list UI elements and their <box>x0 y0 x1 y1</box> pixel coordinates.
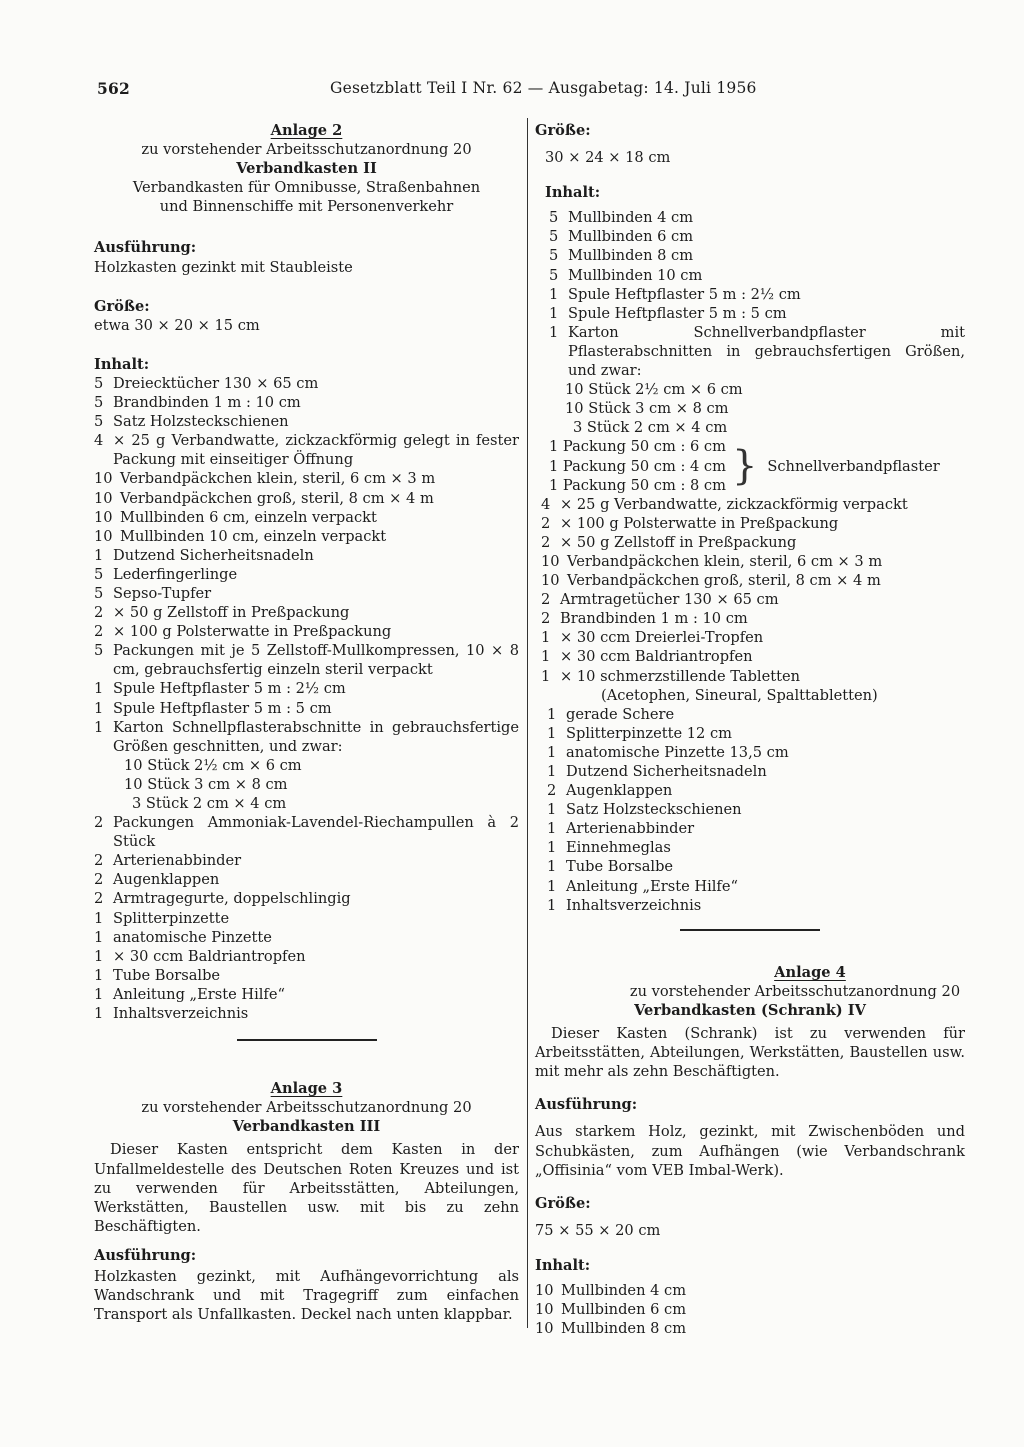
packungen-lines <box>549 437 726 494</box>
item-quantity: 1 <box>549 323 559 341</box>
item-quantity: 1 <box>94 718 104 736</box>
item-text: Spule Heftpflaster 5 m : 2½ cm <box>113 680 346 698</box>
item-quantity: 1 <box>547 801 557 819</box>
list-item <box>547 877 965 896</box>
list-item <box>547 819 965 838</box>
item-quantity: 1 <box>541 629 551 647</box>
list-item <box>541 533 965 552</box>
list-item <box>541 514 965 533</box>
item-quantity: 2 <box>541 591 551 609</box>
item-quantity: 1 <box>547 839 557 857</box>
item-quantity: 5 <box>94 565 104 583</box>
list-item <box>94 527 519 546</box>
list-item <box>541 628 965 647</box>
item-text: × 30 ccm Baldriantropfen <box>113 947 306 965</box>
anlage-3-continued <box>535 121 965 915</box>
list-item <box>94 718 519 756</box>
item-quantity: 4 <box>541 495 551 513</box>
anlage-4-groesse-label: Größe: <box>535 1194 591 1212</box>
item-quantity: 1 <box>549 285 559 303</box>
item-text: Packungen Ammoniak-Lavendel-Riechampullen à 2 Stück <box>113 814 519 851</box>
anlage-2-ausfuehrung-label: Ausführung: <box>94 239 197 257</box>
item-text: Spule Heftpflaster 5 m : 5 cm <box>568 304 787 322</box>
list-item <box>535 1300 965 1319</box>
item-quantity: 10 <box>94 508 113 526</box>
list-item <box>541 609 965 628</box>
item-text: Satz Holzsteckschienen <box>566 801 742 819</box>
item-quantity: 10 <box>535 1281 554 1299</box>
item-quantity: 10 <box>535 1320 554 1338</box>
list-item <box>547 781 965 800</box>
list-item <box>541 552 965 571</box>
item-text: × 10 schmerzstillende Tabletten <box>560 667 800 685</box>
item-text: × 25 g Verbandwatte, zickzackförmig gelegt in fester Packung mit einseitiger Öffnung <box>113 432 519 469</box>
anlage-4-subtitle: zu vorstehender Arbeitsschutzanordnung 20 <box>629 982 961 1000</box>
item-text: Verbandpäckchen groß, steril, 8 cm × 4 m <box>120 489 434 507</box>
anlage-2-heading: Anlage 2 <box>270 122 343 139</box>
item-quantity: 2 <box>94 814 104 832</box>
anlage-2-groesse-label: Größe: <box>94 297 150 315</box>
list-item <box>541 590 965 609</box>
item-quantity: 1 <box>94 966 104 984</box>
list-item <box>94 985 519 1004</box>
list-item <box>547 762 965 781</box>
item-quantity: 1 <box>541 648 551 666</box>
list-item <box>94 889 519 908</box>
item-quantity: 5 <box>549 247 559 265</box>
item-quantity: 1 <box>541 667 551 685</box>
item-quantity: 1 <box>547 763 557 780</box>
anlage-3-groesse: 30 × 24 × 18 cm <box>545 149 671 167</box>
packungen-label: Schnellverbandpflaster <box>767 457 940 475</box>
anlage-4-title: Verbandkasten (Schrank) IV <box>634 1001 866 1019</box>
anlage-2-item-list-2 <box>94 813 519 1023</box>
item-quantity: 2 <box>541 514 551 532</box>
anlage-3-item-list-2 <box>535 495 965 686</box>
item-text: Anleitung „Erste Hilfe“ <box>566 877 738 895</box>
item-quantity: 1 <box>94 909 104 927</box>
list-item <box>549 304 965 323</box>
list-item <box>94 966 519 985</box>
list-item <box>541 571 965 590</box>
journal-title: Gesetzblatt Teil I Nr. 62 — Ausgabetag: 14. Juli 1956 <box>330 79 757 97</box>
item-quantity: 5 <box>94 584 104 602</box>
list-item <box>94 489 519 508</box>
item-quantity: 1 <box>94 1005 104 1023</box>
list-item <box>94 928 519 947</box>
item-text: Inhaltsverzeichnis <box>566 896 702 914</box>
item-text: Splitterpinzette 12 cm <box>566 724 732 742</box>
list-item <box>547 800 965 819</box>
item-text: Verbandpäckchen klein, steril, 6 cm × 3 m <box>567 552 883 570</box>
anlage-4-ausfuehrung: Aus starkem Holz, gezinkt, mit Zwischenböden und Schubkästen, zum Aufhängen (wie Verbandschrank „Offisinia“ vom VEB Imbal-Werk). <box>535 1123 965 1179</box>
item-text: Brandbinden 1 m : 10 cm <box>560 610 748 628</box>
item-text: Spule Heftpflaster 5 m : 2½ cm <box>568 285 801 303</box>
anlage-3 <box>94 1079 519 1324</box>
list-item <box>535 1319 965 1338</box>
item-quantity: 5 <box>549 209 559 227</box>
item-text: Tube Borsalbe <box>113 966 221 984</box>
anlage-2-desc-line1: Verbandkasten für Omnibusse, Straßenbahnen <box>132 179 481 197</box>
packung-line: 1 Packung 50 cm : 4 cm <box>549 457 726 475</box>
item-text: Mullbinden 8 cm <box>568 247 694 265</box>
item-text: × 30 ccm Baldriantropfen <box>560 648 753 666</box>
list-item <box>94 584 519 603</box>
anlage-2-item-list <box>94 374 519 756</box>
item-text: Augenklappen <box>566 782 673 800</box>
item-quantity: 5 <box>94 374 104 392</box>
item-text: × 30 ccm Dreierlei-Tropfen <box>560 629 764 647</box>
item-text: anatomische Pinzette 13,5 cm <box>566 743 789 761</box>
column-divider <box>527 118 528 1328</box>
packungen-group <box>535 437 965 494</box>
list-item <box>549 266 965 285</box>
item-quantity: 2 <box>94 852 104 870</box>
list-item <box>94 508 519 527</box>
item-text: Arterienabbinder <box>566 820 695 838</box>
anlage-4-heading: Anlage 4 <box>774 963 846 981</box>
curly-brace-icon: } <box>731 443 758 490</box>
anlage-4-groesse: 75 × 55 × 20 cm <box>535 1221 661 1239</box>
item-text: Mullbinden 8 cm <box>561 1320 687 1338</box>
item-quantity: 10 <box>535 1301 554 1319</box>
item-text: Armtragetücher 130 × 65 cm <box>560 591 779 609</box>
anlage-3-subtitle: zu vorstehender Arbeitsschutzanordnung 20 <box>141 1099 472 1117</box>
item-text: × 50 g Zellstoff in Preßpackung <box>113 604 350 622</box>
anlage-2-desc-line2: und Binnenschiffe mit Personenverkehr <box>159 198 454 216</box>
left-column <box>94 121 519 1324</box>
list-item <box>94 851 519 870</box>
item-text: Mullbinden 10 cm <box>568 266 703 284</box>
list-item <box>547 724 965 743</box>
list-item <box>549 208 965 227</box>
anlage-2-ausfuehrung: Holzkasten gezinkt mit Staubleiste <box>94 258 353 276</box>
anlage-4-ausfuehrung-label: Ausführung: <box>535 1096 638 1114</box>
tabletten-note: (Acetophen, Sineural, Spalttabletten) <box>601 686 878 704</box>
item-quantity: 4 <box>94 432 104 450</box>
anlage-3-ausfuehrung-label: Ausführung: <box>94 1246 197 1264</box>
item-text: Mullbinden 10 cm, einzeln verpackt <box>120 527 387 545</box>
list-item <box>549 323 965 380</box>
item-quantity: 1 <box>547 705 557 723</box>
list-item <box>541 647 965 666</box>
list-item <box>547 838 965 857</box>
karton-size: 3 Stück 2 cm × 4 cm <box>132 795 287 812</box>
anlage-3-text: Dieser Kasten entspricht dem Kasten in der Unfallmeldestelle des Deutschen Roten Kreuzes und ist zu verwenden für Arbeitsstätten, Abteilungen, Werkstätten, Baustellen usw. mit bis zu zehn Beschäftigten. <box>94 1141 519 1235</box>
item-text: Armtragegurte, doppelschlingig <box>113 890 351 908</box>
item-quantity: 5 <box>94 642 104 660</box>
item-text: Dutzend Sicherheitsnadeln <box>566 763 767 780</box>
item-text: Mullbinden 6 cm <box>568 228 694 246</box>
item-text: Mullbinden 4 cm <box>561 1281 687 1299</box>
item-text: Sepso-Tupfer <box>113 584 212 602</box>
packung-line: 1 Packung 50 cm : 6 cm <box>549 438 726 456</box>
list-item <box>94 622 519 641</box>
item-text: Karton Schnellverbandpflaster mit Pflasterabschnitten in gebrauchsfertigen Größen, und zwar: <box>568 323 965 380</box>
item-text: Einnehmeglas <box>566 839 671 857</box>
item-text: × 25 g Verbandwatte, zickzackförmig verpackt <box>560 495 908 513</box>
list-item <box>94 1004 519 1023</box>
item-quantity: 1 <box>94 699 104 717</box>
item-quantity: 5 <box>94 413 104 431</box>
item-quantity: 1 <box>549 304 559 322</box>
list-item <box>94 813 519 851</box>
anlage-2-karton-sizes <box>94 756 519 813</box>
karton-size: 10 Stück 2½ cm × 6 cm <box>565 381 743 399</box>
item-text: Inhaltsverzeichnis <box>113 1005 249 1023</box>
item-text: Tube Borsalbe <box>566 858 674 876</box>
item-quantity: 10 <box>541 552 560 570</box>
karton-size: 10 Stück 3 cm × 8 cm <box>124 775 288 793</box>
list-item <box>94 870 519 889</box>
item-text: anatomische Pinzette <box>113 928 272 946</box>
item-text: Verbandpäckchen groß, steril, 8 cm × 4 m <box>567 572 881 590</box>
anlage-2-title: Verbandkasten II <box>236 160 377 178</box>
list-item <box>94 641 519 679</box>
item-text: Spule Heftpflaster 5 m : 5 cm <box>113 699 332 717</box>
anlage-2-subtitle: zu vorstehender Arbeitsschutzanordnung 20 <box>141 141 472 159</box>
anlage-4-item-list <box>535 1281 965 1338</box>
item-quantity: 5 <box>549 228 559 246</box>
list-item <box>541 495 965 514</box>
list-item <box>94 469 519 488</box>
list-item <box>549 246 965 265</box>
list-item <box>94 947 519 966</box>
list-item <box>547 705 965 724</box>
anlage-3-item-list-3 <box>535 705 965 915</box>
anlage-3-karton-sizes <box>535 380 965 437</box>
list-item <box>94 374 519 393</box>
list-item <box>94 699 519 718</box>
item-text: Lederfingerlinge <box>113 565 238 583</box>
item-quantity: 10 <box>94 470 113 488</box>
anlage-4-inhalt-label: Inhalt: <box>535 1256 591 1274</box>
item-text: Splitterpinzette <box>113 909 230 927</box>
item-quantity: 2 <box>541 533 551 551</box>
item-quantity: 1 <box>94 985 104 1003</box>
list-item <box>94 603 519 622</box>
item-quantity: 2 <box>547 782 557 800</box>
item-text: Satz Holzsteckschienen <box>113 413 289 431</box>
anlage-2 <box>94 121 519 1023</box>
item-quantity: 1 <box>547 820 557 838</box>
karton-size: 3 Stück 2 cm × 4 cm <box>573 419 728 437</box>
item-quantity: 1 <box>94 947 104 965</box>
section-divider <box>680 929 820 931</box>
item-quantity: 1 <box>94 928 104 946</box>
item-text: Dreiecktücher 130 × 65 cm <box>113 374 319 392</box>
item-text: Mullbinden 4 cm <box>568 209 694 227</box>
item-quantity: 10 <box>541 572 560 590</box>
item-text: Brandbinden 1 m : 10 cm <box>113 394 301 412</box>
list-item <box>94 412 519 431</box>
anlage-4-text: Dieser Kasten (Schrank) ist zu verwenden für Arbeitsstätten, Abteilungen, Werkstätten, Baustellen usw. mit mehr als zehn Beschäftigten. <box>535 1025 965 1081</box>
item-text: × 50 g Zellstoff in Preßpackung <box>560 533 797 551</box>
section-divider <box>237 1039 377 1041</box>
packung-line: 1 Packung 50 cm : 8 cm <box>549 476 726 494</box>
item-quantity: 2 <box>94 604 104 622</box>
item-text: × 100 g Polsterwatte in Preßpackung <box>560 514 839 532</box>
item-quantity: 1 <box>547 724 557 742</box>
page-number: 562 <box>97 79 130 98</box>
item-quantity: 1 <box>94 546 104 564</box>
list-item <box>547 896 965 915</box>
anlage-2-inhalt-label: Inhalt: <box>94 355 150 373</box>
list-item <box>547 857 965 876</box>
item-text: gerade Schere <box>566 705 675 723</box>
anlage-3-ausfuehrung: Holzkasten gezinkt, mit Aufhängevorrichtung als Wandschrank und mit Tragegriff zum einfachen Transport als Unfallkasten. Deckel nach unten klappbar. <box>94 1267 519 1324</box>
item-quantity: 5 <box>549 266 559 284</box>
anlage-4 <box>535 963 965 1339</box>
item-text: Dutzend Sicherheitsnadeln <box>113 546 314 564</box>
anlage-3-inhalt-label: Inhalt: <box>545 184 601 202</box>
anlage-3-heading: Anlage 3 <box>270 1080 343 1098</box>
list-item <box>94 431 519 469</box>
item-quantity: 1 <box>547 858 557 876</box>
item-text: Anleitung „Erste Hilfe“ <box>113 985 285 1003</box>
list-item <box>94 393 519 412</box>
anlage-3-title: Verbandkasten III <box>232 1118 381 1136</box>
list-item <box>94 546 519 565</box>
list-item <box>541 667 965 686</box>
karton-size: 10 Stück 3 cm × 8 cm <box>565 400 729 418</box>
list-item <box>535 1281 965 1300</box>
item-quantity: 1 <box>547 743 557 761</box>
list-item <box>547 743 965 762</box>
item-quantity: 1 <box>94 680 104 698</box>
item-quantity: 2 <box>94 623 104 641</box>
list-item <box>549 227 965 246</box>
anlage-3-item-list <box>535 208 965 380</box>
list-item <box>94 565 519 584</box>
anlage-2-groesse: etwa 30 × 20 × 15 cm <box>94 316 260 334</box>
item-text: Mullbinden 6 cm, einzeln verpackt <box>120 508 377 526</box>
item-quantity: 1 <box>547 896 557 914</box>
list-item <box>549 285 965 304</box>
item-text: × 100 g Polsterwatte in Preßpackung <box>113 623 392 641</box>
item-quantity: 10 <box>94 489 113 507</box>
right-column <box>535 121 965 1338</box>
list-item <box>94 679 519 698</box>
item-quantity: 1 <box>547 877 557 895</box>
list-item <box>94 909 519 928</box>
karton-size: 10 Stück 2½ cm × 6 cm <box>124 756 302 774</box>
item-text: Karton Schnellpflasterabschnitte in gebrauchsfertige Größen geschnitten, und zwar: <box>113 718 519 755</box>
anlage-3-groesse-label: Größe: <box>535 122 591 139</box>
item-quantity: 10 <box>94 527 113 545</box>
item-text: Verbandpäckchen klein, steril, 6 cm × 3 m <box>120 470 436 488</box>
item-quantity: 2 <box>94 890 104 908</box>
item-text: Packungen mit je 5 Zellstoff-Mullkompressen, 10 × 8 cm, gebrauchsfertig einzeln steril verpackt <box>113 642 519 679</box>
item-text: Arterienabbinder <box>113 852 242 870</box>
item-quantity: 2 <box>541 610 551 628</box>
item-quantity: 5 <box>94 394 104 412</box>
item-text: Augenklappen <box>113 871 220 889</box>
item-quantity: 2 <box>94 871 104 889</box>
item-text: Mullbinden 6 cm <box>561 1301 687 1319</box>
